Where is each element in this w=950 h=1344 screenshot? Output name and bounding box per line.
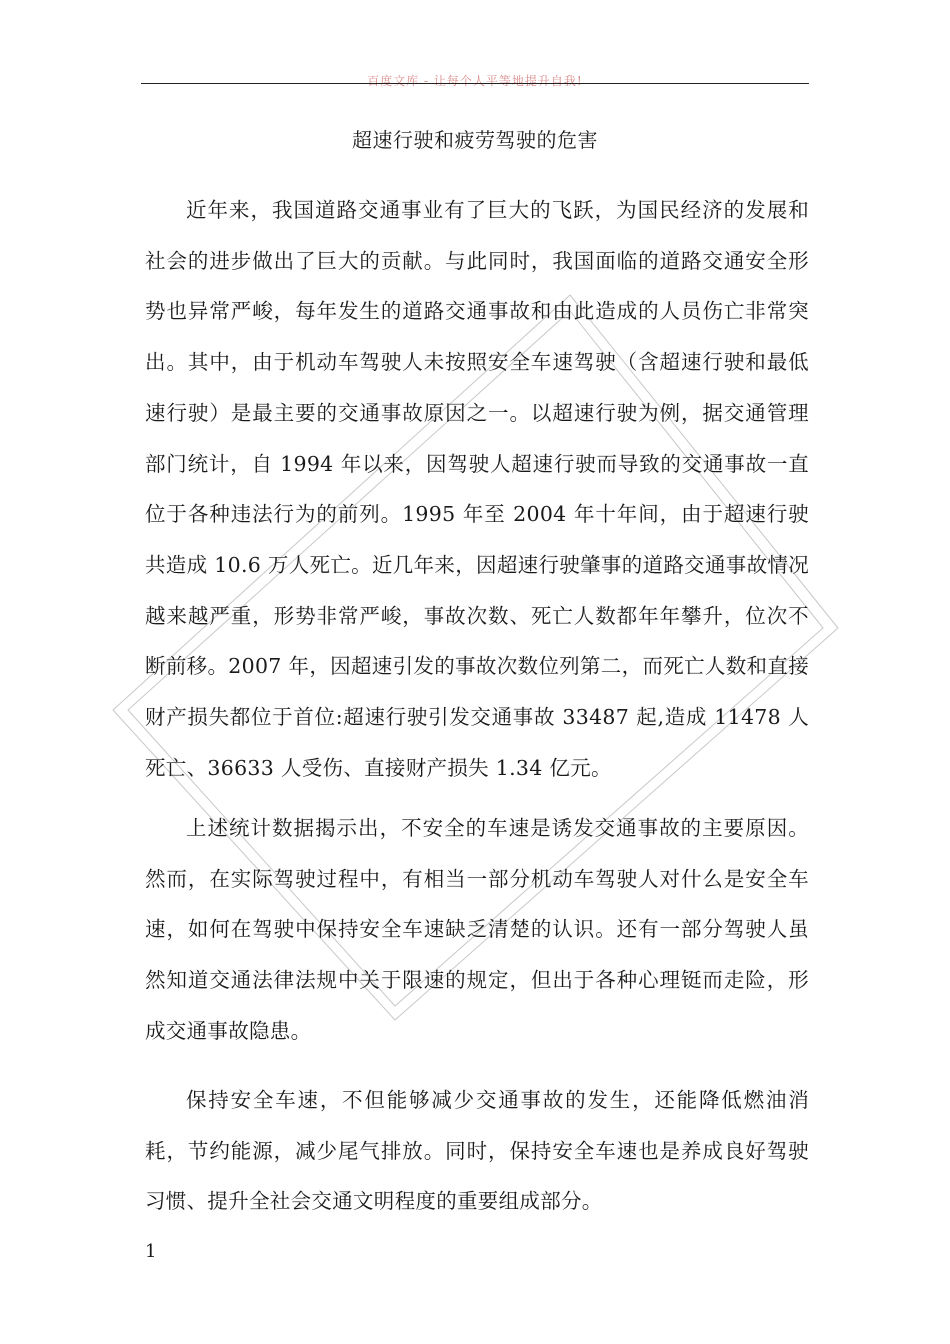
paragraph-1: 近年来，我国道路交通事业有了巨大的飞跃，为国民经济的发展和社会的进步做出了巨大的贡献。与此同时，我国面临的道路交通安全形势也异常严峻，每年发生的道路交通事故和由此造成的人员伤亡非常突出。其中，由于机动车驾驶人未按照安全车速驾驶（含超速行驶和最低速行驶）是最主要的交通事故原因之一。以超速行驶为例，据交通管理部门统计，自 1994 年以来，因驾驶人超速行驶而导致的交通事故一直位于各种违法行为的前列。1995 年至 2004 年十年间，由于超速行驶共造成 10.6 万人死亡。近几年来，因超速行驶肇事的道路交通事故情况越来越严重，形势非常严峻，事故次数、死亡人数都年年攀升，位次不断前移。2007 年，因超速引发的事故次数位列第二，而死亡人数和直接财产损失都位于首位:超速行驶引发交通事故 33487 起,造成 11478 人死亡、36633 人受伤、直接财产损失 1.34 亿元。 xyxy=(145,198,809,780)
paragraph-2: 上述统计数据揭示出，不安全的车速是诱发交通事故的主要原因。然而，在实际驾驶过程中，有相当一部分机动车驾驶人对什么是安全车速，如何在驾驶中保持安全车速缺乏清楚的认识。还有一部分驾驶人虽然知道交通法律法规中关于限速的规定，但出于各种心理铤而走险，形成交通事故隐患。 xyxy=(145,816,809,1043)
page-number: 1 xyxy=(145,1241,157,1262)
paragraph-3: 保持安全车速，不但能够减少交通事故的发生，还能降低燃油消耗，节约能源，减少尾气排放。同时，保持安全车速也是养成良好驾驶习惯、提升全社会交通文明程度的重要组成部分。 xyxy=(145,1088,809,1214)
document-title: 超速行驶和疲劳驾驶的危害 xyxy=(352,128,598,152)
header-divider xyxy=(141,83,809,84)
header-slogan: 百度文库 - 让每个人平等地提升自我! xyxy=(367,74,583,88)
